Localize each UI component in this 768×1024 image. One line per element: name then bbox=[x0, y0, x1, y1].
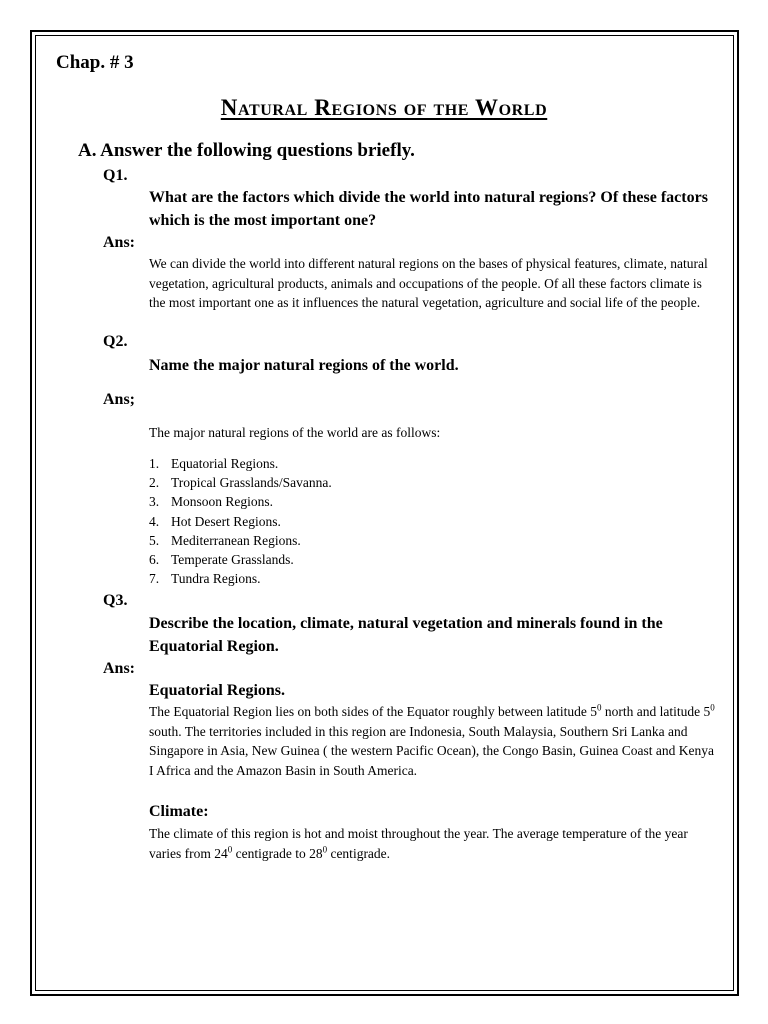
climate-heading: Climate: bbox=[149, 803, 209, 820]
list-item: 7. Tundra Regions. bbox=[149, 571, 261, 587]
q1-answer: We can divide the world into different natural regions on the bases of physical features, climate, natural vegetation, agricultural products, animals and occupations of the people. Of all these factors climate is the most important one as it influences the natural vegetation, agriculture and social life of the people. bbox=[149, 256, 708, 310]
list-item: 5. Mediterranean Regions. bbox=[149, 532, 301, 548]
q1-label: Q1. bbox=[103, 167, 128, 184]
natural-regions-list bbox=[149, 454, 332, 588]
section-heading: A. Answer the following questions briefly. bbox=[78, 140, 415, 161]
q2-label: Q2. bbox=[103, 333, 128, 350]
list-item: 1. Equatorial Regions. bbox=[149, 456, 279, 471]
q2-answer-label: Ans; bbox=[103, 391, 136, 408]
q2-answer-intro: The major natural regions of the world are as follows: bbox=[149, 425, 441, 440]
list-item: 4. Hot Desert Regions. bbox=[149, 513, 281, 529]
page-title bbox=[0, 95, 768, 121]
q3-label: Q3. bbox=[103, 592, 128, 609]
equatorial-heading: Equatorial Regions. bbox=[149, 682, 286, 699]
equatorial-paragraph: The Equatorial Region lies on both sides of the Equator roughly between latitude $5^0$ north and latitude $5^0$ south. The territories included in this region are Indonesia, South Malaysia, Southern Sri Lanka and Singapore in Asia, New Guinea ( the western Pacific Ocean), the Congo Basin, Guinea Coast and Kenya I Africa and the Amazon Basin in South America. bbox=[149, 702, 715, 778]
chapter-number: Chap. # 3 bbox=[56, 52, 134, 73]
list-item: 3. Monsoon Regions. bbox=[149, 494, 274, 510]
list-item: 6. Temperate Grasslands. bbox=[149, 552, 294, 568]
q1-answer-label: Ans: bbox=[103, 234, 136, 251]
q3-answer-label: Ans: bbox=[103, 660, 136, 677]
list-item: 2. Tropical Grasslands/Savanna. bbox=[149, 475, 332, 491]
climate-paragraph: The climate of this region is hot and moist throughout the year. The average temperature of the year varies from $24^0$ centigrade to $28^0$ centigrade. bbox=[149, 826, 688, 861]
q2-question: Name the major natural regions of the world. bbox=[149, 357, 459, 374]
q3-question: Describe the location, climate, natural vegetation and minerals found in the Equatorial Region. bbox=[149, 615, 663, 655]
q1-question: What are the factors which divide the world into natural regions? Of these factors which is the most important one? bbox=[149, 189, 708, 229]
page-title-text: Natural Regions of the World bbox=[220, 95, 548, 120]
